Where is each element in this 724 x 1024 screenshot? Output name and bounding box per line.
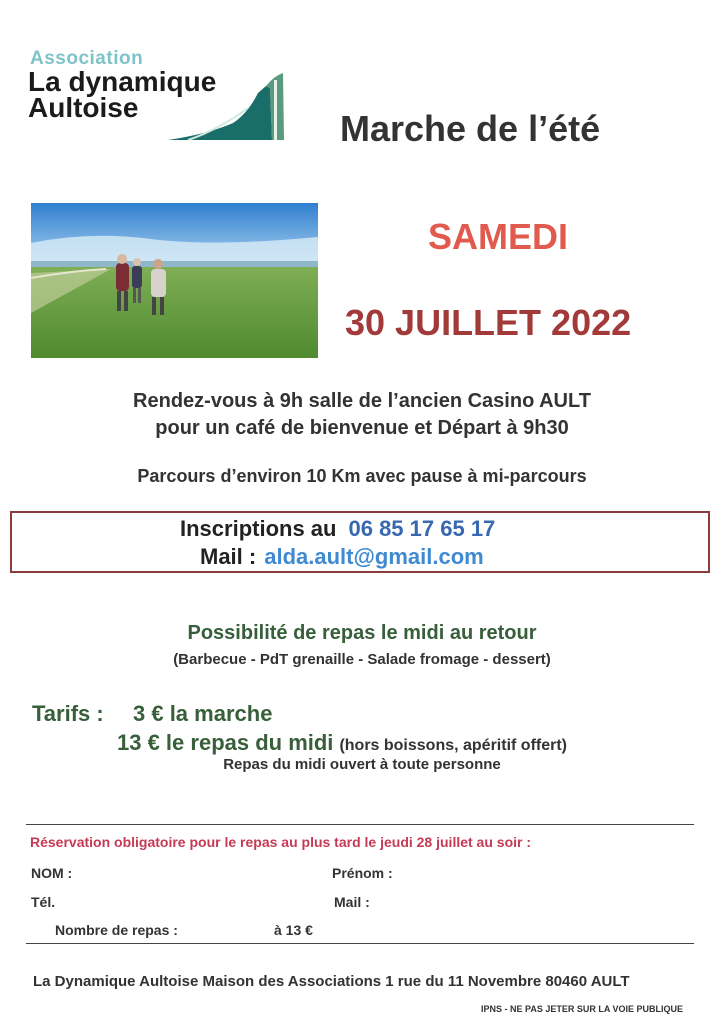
logo-name-line1: La dynamique [28, 66, 217, 97]
field-nom-label: NOM : [31, 865, 73, 881]
divider-bottom [26, 943, 694, 944]
event-day: SAMEDI [428, 216, 569, 257]
ipns-notice: IPNS - NE PAS JETER SUR LA VOIE PUBLIQUE [481, 1004, 684, 1014]
meal-menu: (Barbecue - PdT grenaille - Salade fromage - dessert) [173, 651, 551, 668]
reservation-notice: Réservation obligatoire pour le repas au plus tard le jeudi 28 juillet au soir : [30, 834, 532, 850]
association-logo [28, 48, 288, 153]
walkers-in-field-icon [31, 203, 318, 358]
registration-phone[interactable]: 06 85 17 65 17 [348, 516, 496, 541]
rendezvous-line2: pour un café de bienvenue et Départ à 9h30 [155, 417, 569, 439]
field-mail-label: Mail : [334, 894, 370, 910]
field-prenom-label: Prénom : [332, 865, 393, 881]
price-meal-note: (hors boissons, apéritif offert) [339, 737, 568, 754]
registration-mail-label: Mail : [200, 544, 257, 569]
field-tel-label: Tél. [31, 894, 56, 910]
divider-top [26, 824, 694, 825]
field-meal-count-label: Nombre de repas : [55, 922, 178, 938]
registration-label: Inscriptions au [180, 516, 337, 541]
registration-mail-line [200, 544, 484, 570]
rendezvous-line1: Rendez-vous à 9h salle de l’ancien Casino AULT [133, 390, 591, 412]
registration-phone-line [180, 516, 495, 542]
price-meal: 13 € le repas du midi [117, 730, 334, 755]
page-title: Marche de l’été [340, 108, 601, 149]
meal-open-note: Repas du midi ouvert à toute personne [223, 756, 501, 773]
footer-address: La Dynamique Aultoise Maison des Associations 1 rue du 11 Novembre 80460 AULT [33, 973, 630, 990]
logo-association-text: Association [30, 48, 144, 69]
registration-email-link[interactable]: alda.ault@gmail.com [264, 544, 484, 569]
meal-unit-price: à 13 € [274, 922, 313, 938]
price-meal-line [117, 730, 567, 756]
price-walk: 3 € la marche [133, 701, 273, 726]
route-description: Parcours d’environ 10 Km avec pause à mi-parcours [137, 466, 587, 486]
event-date: 30 JUILLET 2022 [345, 302, 632, 343]
logo-name-line2: Aultoise [28, 92, 139, 123]
walkers-photo [31, 203, 318, 358]
cliff-wave-icon [148, 68, 288, 148]
meal-title: Possibilité de repas le midi au retour [187, 622, 537, 644]
prices-label: Tarifs : [32, 701, 104, 726]
